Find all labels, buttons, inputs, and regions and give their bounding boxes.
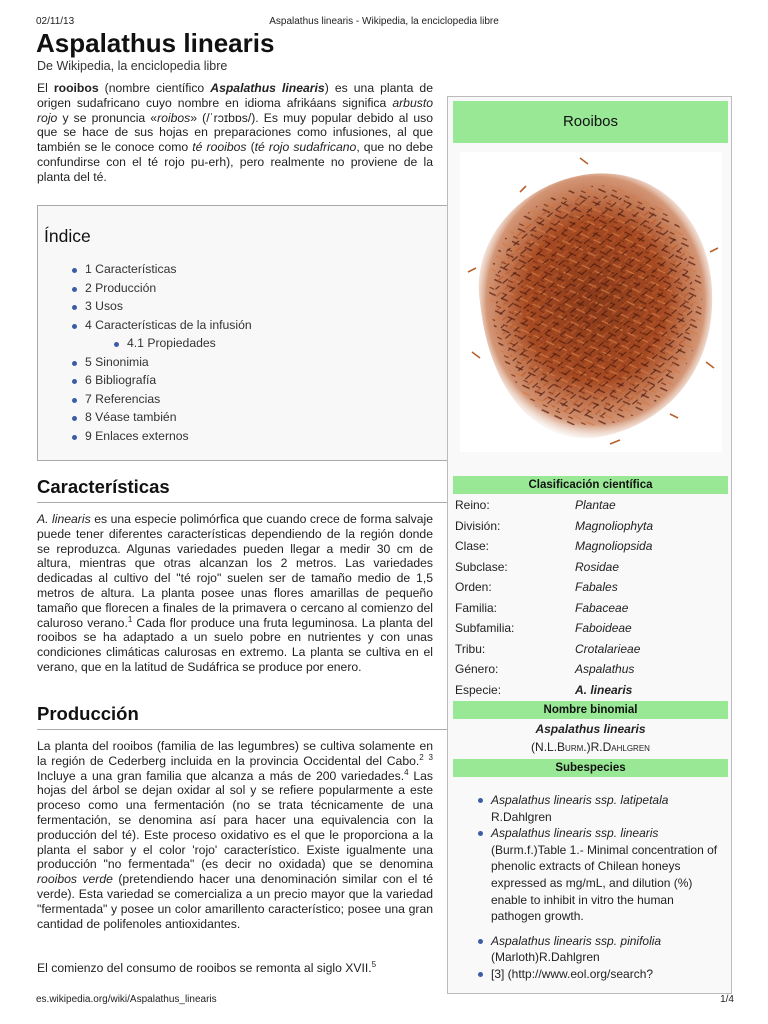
author-link-dahlgren[interactable]: Dahlgren: [602, 740, 650, 754]
toc-item-produccion[interactable]: 2 Producción: [72, 279, 252, 298]
taxon-link[interactable]: Aspalathus: [575, 662, 635, 676]
taxon-row-especie: Especie: A. linearis: [455, 682, 633, 697]
link-te-rooibos[interactable]: té rooibos: [192, 140, 247, 155]
taxon-row-division: División: Magnoliophyta: [455, 518, 654, 533]
toc-item-usos[interactable]: 3 Usos: [72, 297, 252, 316]
caracteristicas-paragraph: A. linearis es una especie polimórfica que cuando crece de forma salvaje puede tener diferentes características dependiendo de la región donde se reproduzca. Algunas variedades pueden llegar a medir 30 cm de altura, mientras que otras alcanzan los 2 metros. Las variedades dedicadas al cultivo del "té rojo" suelen ser de tamaño medio de 1,5 metros de altura. La planta posee unas flores amarillas de pequeño tamaño que florecen a finales de la primavera o cercano al comienzo del caluroso verano.$^1$ Cada flor produce una fruta leguminosa. La planta del rooibos se ha adaptado a un suelo pobre en nutrientes y con unas condiciones climáticas calurosas en extremo. La planta se cultiva en el verano, que en la latitud de Sudáfrica se produce por enero.: [37, 512, 433, 674]
taxon-link[interactable]: Plantae: [575, 498, 616, 512]
taxon-link[interactable]: Crotalarieae: [575, 641, 641, 656]
classification-heading: Clasificación científica: [453, 476, 728, 494]
print-page-title: Aspalathus linearis - Wikipedia, la enciclopedia libre: [269, 16, 499, 27]
reference-1[interactable]: 1: [127, 614, 133, 624]
term-scientific-name: Aspalathus linearis: [210, 81, 325, 95]
produccion-paragraph: La planta del rooibos (familia de las legumbres) se cultiva solamente en la región de Cederberg incluida en la provincia Occidental del Cabo.$^2$ $^3$ Incluye a una gran familia que alcanza a más de 200 variedades.$^4$ Las hojas del árbol se dejan oxidar al sol y se refiere popularmente a este proceso como una fermentación (no se trata técnicamente de una fermentación, se denomina así para hacer una equivalencia con la producción del té). Este proceso oxidativo es el que le proporciona a la planta el sabor y el color 'rojo' característico. Existe igualmente una producción "no fermentada" (es decir no oxidada) que se denomina rooibos verde (pretendiendo hacer una denominación similar con el té verde). Esta variedad se comercializa a un precio mayor que la variedad "fermentada" y posee un color amarillento característico; posee una gran cantidad de polifenoles antioxidantes.: [37, 739, 433, 931]
toc-item-bibliografia[interactable]: 6 Bibliografía: [72, 371, 252, 390]
print-url: es.wikipedia.org/wiki/Aspalathus_linearis: [36, 994, 217, 1005]
taxon-row-orden: Orden: Fabales: [455, 580, 618, 594]
toc-item-caracteristicas-infusion[interactable]: 4 Características de la infusión: [72, 316, 252, 335]
toc-item-propiedades[interactable]: 4.1 Propiedades: [114, 334, 252, 353]
toc-item-sinonimia[interactable]: 5 Sinonimia: [72, 353, 252, 372]
subspecies-item: [478, 966, 723, 983]
taxon-row-subclase: Subclase: Rosidae: [455, 559, 620, 574]
taxon-link[interactable]: Magnoliophyta: [575, 518, 654, 533]
taxon-link[interactable]: Fabaceae: [575, 600, 629, 615]
subspecies-item: Aspalathus linearis ssp. latipetala R.Dahlgren: [478, 792, 723, 825]
taxobox-title: Rooibos: [453, 101, 728, 143]
table-of-contents: [37, 205, 448, 461]
taxon-link[interactable]: Rosidae: [575, 559, 620, 574]
toc-item-enlaces-externos[interactable]: 9 Enlaces externos: [72, 427, 252, 446]
reference-2[interactable]: 2: [419, 752, 424, 762]
section-heading-produccion: Producción: [37, 703, 139, 724]
binomial-author: (N.L.Burm.)R.Dahlgren: [531, 740, 650, 754]
taxon-row-subfamilia: Subfamilia: Faboideae: [455, 621, 632, 635]
subspecies-item: Aspalathus linearis ssp. linearis (Burm.f.)Table 1.- Minimal concentration of phenolic extracts of Chilean honeys expressed as mg/mL, and dilution (%) enable to inhibit in vitro the human pathogen growth.: [478, 825, 723, 925]
toc-heading: Índice: [44, 226, 91, 246]
reference-3[interactable]: 3: [428, 752, 433, 762]
taxon-species: A. linearis: [575, 682, 633, 697]
binomial-name: Aspalathus linearis: [535, 722, 646, 736]
external-link[interactable]: [3] (http://www.eol.org/search?: [491, 966, 654, 981]
taxon-row-clase: Clase: Magnoliopsida: [455, 539, 653, 553]
author-link-burm[interactable]: Burm.: [557, 740, 587, 754]
reference-4[interactable]: 4: [404, 767, 409, 777]
section-divider: [37, 729, 448, 730]
taxon-link[interactable]: Fabales: [575, 580, 618, 594]
rooibos-photo[interactable]: [460, 152, 722, 452]
subspecies-link[interactable]: Aspalathus linearis ssp. pinifolia: [491, 933, 662, 948]
produccion-paragraph-2: El comienzo del consumo de rooibos se remonta al siglo XVII.$^5$: [37, 959, 377, 975]
taxon-row-familia: Familia: Fabaceae: [455, 600, 629, 615]
toc-item-referencias[interactable]: 7 Referencias: [72, 390, 252, 409]
intro-paragraph: El rooibos (nombre científico Aspalathus linearis) es una planta de origen sudafricano cuyo nombre en idioma afrikáans significa arbusto rojo y se pronuncia «roibos» (/ˈrɔɪbɒs/). Es muy popular debido al uso que se hace de sus hojas en preparaciones como infusiones, al que también se le conoce como té rooibos (té rojo sudafricano, que no debe confundirse con el té rojo pu-erh), pero realmente no proviene de la planta del té.: [37, 81, 433, 184]
taxon-link[interactable]: Faboideae: [575, 621, 632, 635]
term-rooibos: rooibos: [53, 81, 99, 95]
subspecies-heading: Subespecies: [453, 759, 728, 777]
taxobox: [447, 96, 732, 994]
subspecies-item: Aspalathus linearis ssp. pinifolia (Marloth)R.Dahlgren: [478, 933, 723, 966]
taxon-row-reino: Reino: Plantae: [455, 498, 616, 512]
section-divider: [37, 502, 448, 503]
taxon-row-genero: Género: Aspalathus: [455, 662, 635, 676]
reference-5[interactable]: 5: [371, 959, 377, 969]
taxon-row-tribu: Tribu: Crotalarieae: [455, 641, 641, 656]
toc-item-caracteristicas[interactable]: 1 Características: [72, 260, 252, 279]
subspecies-list: [478, 792, 723, 983]
article-title: Aspalathus linearis: [36, 28, 275, 58]
subspecies-link[interactable]: Aspalathus linearis ssp. latipetala: [491, 793, 669, 807]
section-heading-caracteristicas: Características: [37, 476, 170, 497]
article-subtitle: De Wikipedia, la enciclopedia libre: [37, 59, 228, 73]
taxon-link[interactable]: Magnoliopsida: [575, 539, 653, 553]
subspecies-link[interactable]: Aspalathus linearis ssp. linearis: [491, 826, 659, 841]
print-page-number: 1/4: [720, 994, 734, 1005]
binomial-heading: Nombre binomial: [453, 701, 728, 719]
print-date: 02/11/13: [36, 16, 75, 27]
toc-list: [72, 260, 252, 445]
toc-item-vease-tambien[interactable]: 8 Véase también: [72, 408, 252, 427]
